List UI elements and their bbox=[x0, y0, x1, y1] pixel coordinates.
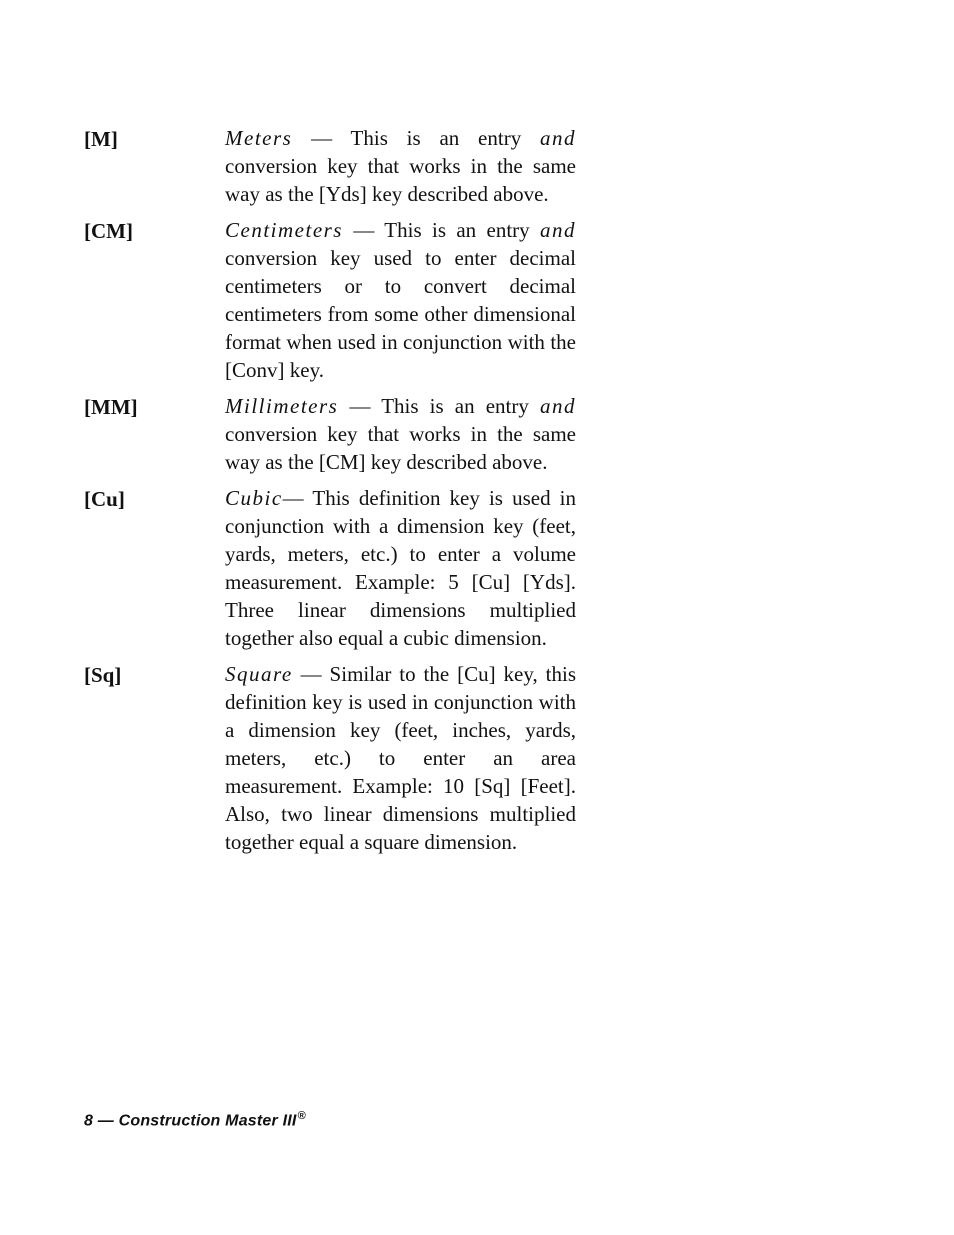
description-lead: — This is an entry bbox=[342, 218, 540, 242]
key-description bbox=[225, 392, 576, 476]
key-label: [MM] bbox=[84, 395, 138, 419]
key-label: [M] bbox=[84, 127, 118, 151]
key-label: [Cu] bbox=[84, 487, 125, 511]
key-term: Meters bbox=[225, 126, 293, 150]
description-text: conversion key that works in the same way as the [Yds] key described above. bbox=[225, 154, 576, 206]
key-description bbox=[225, 660, 576, 856]
emphasis: and bbox=[540, 126, 576, 150]
description-text: — This definition key is used in conjunction with a dimension key (feet, yards, meters, etc.) to enter a volume measurement. Example: 5 [Cu] [Yds]. Three linear dimensions multiplied together also equal a cubic dimension. bbox=[225, 486, 576, 650]
entry-centimeters bbox=[84, 216, 584, 384]
key-term: Millimeters bbox=[225, 394, 339, 418]
key-term: Square bbox=[225, 662, 293, 686]
footer-text: 8 — Construction Master III bbox=[84, 1112, 297, 1130]
entry-cubic bbox=[84, 484, 584, 652]
entry-meters bbox=[84, 124, 584, 208]
registered-mark: ® bbox=[297, 1110, 306, 1122]
key-description bbox=[225, 124, 576, 208]
description-lead: — This is an entry bbox=[292, 126, 540, 150]
emphasis: and bbox=[540, 394, 576, 418]
key-term: Cubic bbox=[225, 486, 283, 510]
description-text: conversion key that works in the same way as the [CM] key described above. bbox=[225, 422, 576, 474]
description-text: — Similar to the [Cu] key, this definition key is used in conjunction with a dimension key (feet, inches, yards, meters, etc.) to enter an area measurement. Example: 10 [Sq] [Feet]. Also, two linear dimensions multiplied together equal a square dimension. bbox=[225, 662, 576, 854]
key-label: [CM] bbox=[84, 219, 133, 243]
emphasis: and bbox=[540, 218, 576, 242]
description-lead: — This is an entry bbox=[338, 394, 540, 418]
key-term: Centimeters bbox=[225, 218, 343, 242]
key-definition-list bbox=[84, 124, 584, 864]
page-footer bbox=[84, 1110, 306, 1130]
entry-square bbox=[84, 660, 584, 856]
entry-millimeters bbox=[84, 392, 584, 476]
key-label: [Sq] bbox=[84, 663, 122, 687]
key-description bbox=[225, 216, 576, 384]
key-description bbox=[225, 484, 576, 652]
description-text: conversion key used to enter decimal centimeters or to convert decimal centimeters from some other dimensional format when used in conjunction with the [Conv] key. bbox=[225, 246, 576, 382]
